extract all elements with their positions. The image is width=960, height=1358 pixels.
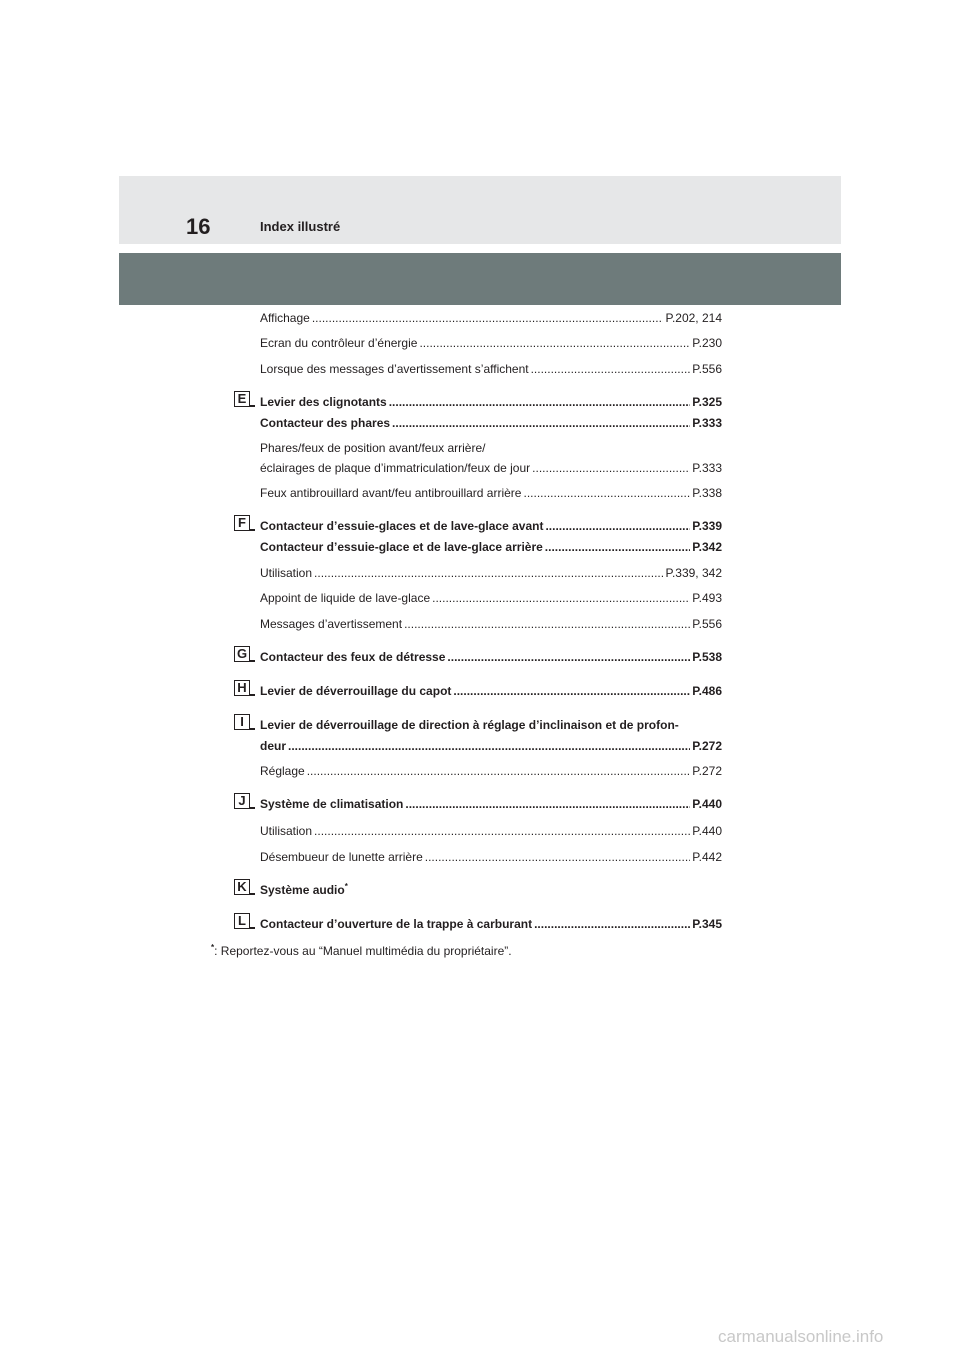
leader-dots bbox=[432, 591, 690, 605]
page-ref: P.486 bbox=[692, 684, 722, 698]
page-ref: P.333 bbox=[692, 461, 722, 475]
entry-label: Réglage bbox=[260, 764, 305, 778]
entry-label: éclairages de plaque d’immatriculation/feux de jour bbox=[260, 461, 531, 475]
index-entry bbox=[260, 416, 722, 430]
index-entry bbox=[260, 684, 722, 698]
index-entry bbox=[260, 540, 722, 554]
page-ref: P.339, 342 bbox=[665, 566, 722, 580]
entry-label: Feux antibrouillard avant/feu antibrouillard arrière bbox=[260, 486, 522, 500]
index-letter-h: H bbox=[234, 680, 250, 696]
entry-label: Appoint de liquide de lave-glace bbox=[260, 591, 431, 605]
index-entry bbox=[260, 336, 722, 350]
index-entry bbox=[260, 650, 722, 664]
page-ref: P.538 bbox=[692, 650, 722, 664]
index-entry bbox=[260, 764, 722, 778]
leader-dots bbox=[405, 797, 690, 811]
entry-label-line1: Levier de déverrouillage de direction à réglage d’inclinaison et de profon- bbox=[260, 718, 679, 732]
leader-dots bbox=[314, 824, 690, 838]
page-ref: P.442 bbox=[692, 850, 722, 864]
leader-dots bbox=[447, 650, 690, 664]
index-letter-j: J bbox=[234, 793, 250, 809]
leader-dots bbox=[419, 336, 690, 350]
page-ref: P.556 bbox=[692, 617, 722, 631]
entry-label: Contacteur d’essuie-glaces et de lave-glace avant bbox=[260, 519, 544, 533]
page-ref: P.493 bbox=[692, 591, 722, 605]
leader-dots bbox=[389, 395, 690, 409]
index-entry bbox=[260, 883, 348, 897]
page-ref: P.272 bbox=[692, 764, 722, 778]
leader-dots bbox=[307, 764, 690, 778]
footnote-marker: * bbox=[211, 943, 215, 952]
page-ref: P.333 bbox=[692, 416, 722, 430]
page-number: 16 bbox=[186, 214, 211, 239]
index-entry bbox=[260, 591, 722, 605]
index-entry bbox=[260, 566, 722, 580]
page-ref: P.202, 214 bbox=[665, 311, 722, 325]
index-entry bbox=[260, 917, 722, 931]
entry-label: Désembueur de lunette arrière bbox=[260, 850, 423, 864]
section-title: Index illustré bbox=[260, 219, 341, 234]
watermark: carmanualsonline.info bbox=[718, 1327, 884, 1346]
footnote-text: : Reportez-vous au “Manuel multimédia du propriétaire”. bbox=[214, 944, 512, 958]
entry-label: Contacteur des feux de détresse bbox=[260, 650, 446, 664]
page-ref: P.342 bbox=[692, 540, 722, 554]
index-entry bbox=[260, 395, 722, 409]
footnote bbox=[211, 941, 512, 958]
index-entry bbox=[260, 311, 722, 325]
leader-dots bbox=[314, 566, 663, 580]
entry-label: Contacteur d’ouverture de la trappe à carburant bbox=[260, 917, 533, 931]
leader-dots bbox=[453, 684, 690, 698]
leader-dots bbox=[545, 519, 690, 533]
page-ref: P.440 bbox=[692, 797, 722, 811]
page-ref: P.338 bbox=[692, 486, 722, 500]
leader-dots bbox=[523, 486, 690, 500]
asterisk-marker: * bbox=[344, 882, 348, 891]
entry-label: Contacteur des phares bbox=[260, 416, 391, 430]
entry-label-line1: Phares/feux de position avant/feux arrière/ bbox=[260, 441, 486, 455]
page-ref: P.345 bbox=[692, 917, 722, 931]
index-entry bbox=[260, 739, 722, 753]
page-ref: P.272 bbox=[692, 739, 722, 753]
page-ref: P.556 bbox=[692, 362, 722, 376]
index-letter-i: I bbox=[234, 714, 250, 730]
entry-label: Levier de déverrouillage du capot bbox=[260, 684, 452, 698]
page-ref: P.339 bbox=[692, 519, 722, 533]
leader-dots bbox=[392, 416, 690, 430]
index-letter-f: F bbox=[234, 515, 250, 531]
index-entry bbox=[260, 824, 722, 838]
leader-dots bbox=[531, 362, 691, 376]
index-entry bbox=[260, 519, 722, 533]
page-ref: P.230 bbox=[692, 336, 722, 350]
leader-dots bbox=[545, 540, 690, 554]
entry-label: Contacteur d’essuie-glace et de lave-glace arrière bbox=[260, 540, 543, 554]
entry-label: Messages d’avertissement bbox=[260, 617, 403, 631]
index-entry bbox=[260, 850, 722, 864]
leader-dots bbox=[532, 461, 690, 475]
leader-dots bbox=[288, 739, 690, 753]
entry-label: Système audio bbox=[260, 883, 345, 897]
index-entry bbox=[260, 461, 722, 475]
index-entry bbox=[260, 797, 722, 811]
leader-dots bbox=[404, 617, 690, 631]
entry-label: Levier des clignotants bbox=[260, 395, 387, 409]
entry-label: Affichage bbox=[260, 311, 310, 325]
index-letter-e: E bbox=[234, 391, 250, 407]
entry-label: Ecran du contrôleur d’énergie bbox=[260, 336, 418, 350]
index-entry bbox=[260, 486, 722, 500]
entry-label: deur bbox=[260, 739, 287, 753]
entry-label: Utilisation bbox=[260, 566, 313, 580]
page-ref: P.440 bbox=[692, 824, 722, 838]
entry-label: Système de climatisation bbox=[260, 797, 404, 811]
entry-label: Utilisation bbox=[260, 824, 313, 838]
leader-dots bbox=[425, 850, 690, 864]
index-letter-k: K bbox=[234, 879, 250, 895]
index-letter-g: G bbox=[234, 646, 250, 662]
entry-label: Lorsque des messages d’avertissement s’affichent bbox=[260, 362, 529, 376]
leader-dots bbox=[312, 311, 664, 325]
index-letter-l: L bbox=[234, 913, 250, 929]
index-entry bbox=[260, 362, 722, 376]
page-ref: P.325 bbox=[692, 395, 722, 409]
leader-dots bbox=[534, 917, 690, 931]
index-entry bbox=[260, 617, 722, 631]
